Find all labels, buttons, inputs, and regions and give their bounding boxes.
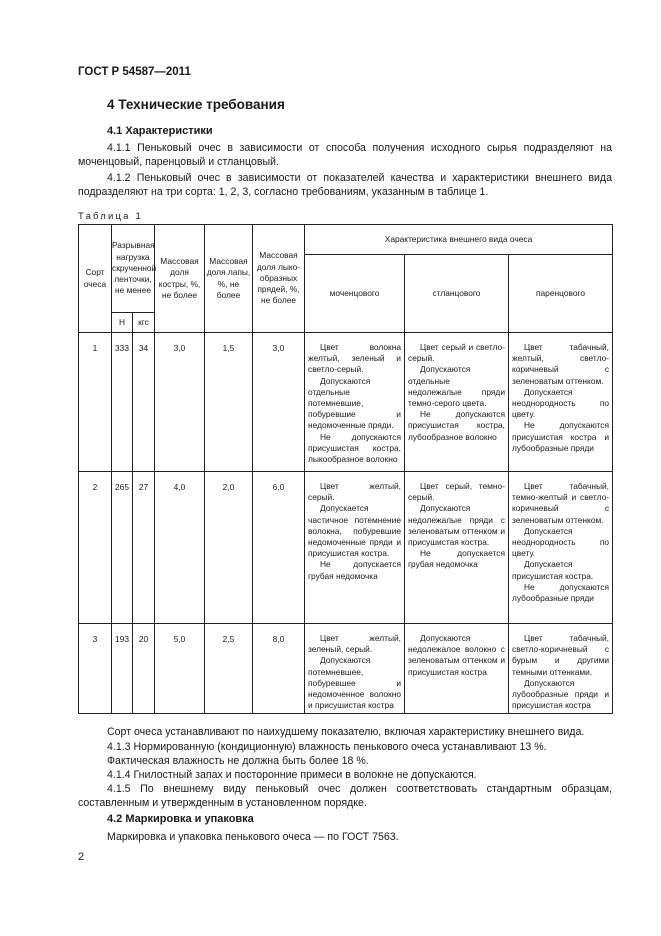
cell-n: 333 bbox=[112, 333, 133, 472]
paragraph-4-1-3-b: Фактическая влажность не должна быть более 18 %. bbox=[107, 755, 369, 767]
subsection-title-4-2: 4.2 Маркировка и упаковка bbox=[107, 813, 254, 825]
cell-sort: 2 bbox=[79, 472, 112, 624]
cell-mochen: Цвет желтый, серый. Допускается частичное потемнение волокна, побуревшие недомоченные пряди и присушистая костра. Не допускается грубая недомочка bbox=[305, 472, 405, 624]
table-row bbox=[79, 472, 613, 624]
characteristics-table bbox=[78, 224, 613, 714]
section-title: 4 Технические требования bbox=[107, 97, 285, 112]
cell-lyko: 8,0 bbox=[253, 624, 305, 714]
cell-paren: Цвет табачный, желтый, светло-коричневый с зеленоватым оттенком. Допускается неоднородность по цвету. Не допускаются присушистая костра и лубообразные пряди bbox=[509, 333, 613, 472]
cell-kostra: 5,0 bbox=[155, 624, 205, 714]
cell-kostra: 3,0 bbox=[155, 333, 205, 472]
cell-kgs: 27 bbox=[133, 472, 155, 624]
head-lapy: Массовая доля лапы, %, не более bbox=[205, 225, 253, 333]
head-unit-n: Н bbox=[112, 313, 133, 333]
cell-kgs: 20 bbox=[133, 624, 155, 714]
head-kostra: Массовая доля костры, %, не более bbox=[155, 225, 205, 333]
cell-paren: Цвет табачный, темно-желтый и светло-коричневый с зеленоватым оттенком. Допускается неоднородность по цвету. Допускается присушистая костра. Не допускаются лубообразные пряди bbox=[509, 472, 613, 624]
paragraph-4-1-3: 4.1.3 Нормированную (кондиционную) влажность пенькового очеса устанавливают 13 %. bbox=[107, 741, 547, 753]
head-paren: паренцового bbox=[509, 255, 613, 333]
table-caption: Таблица 1 bbox=[78, 211, 143, 222]
head-sort: Сорт очеса bbox=[79, 225, 112, 333]
paragraph-4-1-2: 4.1.2 Пеньковый очес в зависимости от показателей качества и характеристики внешнего вида подразделяют на три сорта: 1, 2, 3, согласно требованиям, указанным в таблице 1. bbox=[78, 172, 612, 198]
head-stlan: стланцового bbox=[405, 255, 509, 333]
cell-lapy: 2,5 bbox=[205, 624, 253, 714]
head-unit-kgs: кгс bbox=[133, 313, 155, 333]
subsection-title-4-1: 4.1 Характеристики bbox=[107, 125, 213, 137]
head-lyko: Массовая доля лыко-образных прядей, %, не более bbox=[253, 225, 305, 333]
head-appearance: Характеристика внешнего вида очеса bbox=[305, 225, 613, 255]
paragraph-sort-rule: Сорт очеса устанавливают по наихудшему показателю, включая характеристику внешнего вида. bbox=[107, 726, 585, 738]
cell-sort: 3 bbox=[79, 624, 112, 714]
cell-stlan: Цвет серый, темно-серый. Допускаются недолежалые пряди с зеленоватым оттенком и присушистая костра. Не допускается грубая недомочка bbox=[405, 472, 509, 624]
paragraph-4-1-5: 4.1.5 По внешнему виду пеньковый очес должен соответствовать стандартным образцам, составленным и утвержденным в установленном порядке. bbox=[78, 783, 612, 809]
cell-n: 265 bbox=[112, 472, 133, 624]
document-header: ГОСТ Р 54587—2011 bbox=[78, 66, 191, 78]
cell-lapy: 2,0 bbox=[205, 472, 253, 624]
table-row bbox=[79, 333, 613, 472]
cell-lyko: 3,0 bbox=[253, 333, 305, 472]
paragraph-4-2: Маркировка и упаковка пенькового очеса — по ГОСТ 7563. bbox=[107, 831, 399, 843]
cell-stlan: Цвет серый и светло-серый. Допускаются отдельные недолежалые пряди темно-серого цвета. Не допускаются присушистая костра, лубообразное волокно bbox=[405, 333, 509, 472]
table-row bbox=[79, 624, 613, 714]
cell-mochen: Цвет желтый, зеленый, серый. Допускаются потемневшее, побуревшее и недомоченное волокно и присушистая костра bbox=[305, 624, 405, 714]
page-number: 2 bbox=[78, 851, 85, 863]
paragraph-4-1-1: 4.1.1 Пеньковый очес в зависимости от способа получения исходного сырья подразделяют на моченцовый, паренцовый и стланцовый. bbox=[78, 142, 612, 168]
cell-kostra: 4,0 bbox=[155, 472, 205, 624]
cell-mochen: Цвет волокна желтый, зеленый и светло-серый. Допускаются отдельные потемневшие, побуревшие и недомоченные пряди. Не допускаются присушистая костра, лыкообразное волокно bbox=[305, 333, 405, 472]
cell-lyko: 6,0 bbox=[253, 472, 305, 624]
cell-sort: 1 bbox=[79, 333, 112, 472]
head-strength: Разрывная нагрузка скрученной ленточки, не менее bbox=[112, 225, 155, 313]
cell-kgs: 34 bbox=[133, 333, 155, 472]
cell-n: 193 bbox=[112, 624, 133, 714]
cell-stlan: Допускаются недолежалое волокно с зеленоватым оттенком и присушистая костра bbox=[405, 624, 509, 714]
cell-lapy: 1,5 bbox=[205, 333, 253, 472]
paragraph-4-1-4: 4.1.4 Гнилостный запах и посторонние примеси в волокне не допускаются. bbox=[107, 769, 477, 781]
cell-paren: Цвет табачный, светло-коричневый с бурым и другими темными оттенками. Допускаются лубообразные пряди и присушистая костра bbox=[509, 624, 613, 714]
head-mochen: моченцового bbox=[305, 255, 405, 333]
